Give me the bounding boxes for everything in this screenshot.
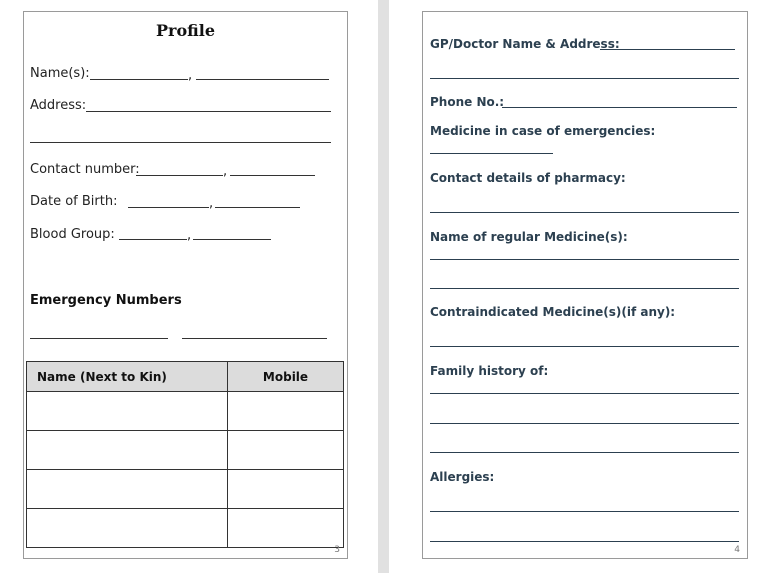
profile-page	[23, 11, 348, 559]
page-gutter	[378, 0, 389, 573]
blood-group-line-2[interactable]	[193, 239, 271, 240]
name-comma: ,	[188, 68, 193, 83]
contact-line-2[interactable]	[230, 175, 315, 176]
table-row	[27, 431, 344, 470]
family-history-label: Family history of:	[430, 364, 549, 378]
family-history-line-1[interactable]	[430, 393, 739, 394]
allergies-line-1[interactable]	[430, 511, 739, 512]
dob-line-2[interactable]	[215, 207, 300, 208]
pharmacy-label: Contact details of pharmacy:	[430, 171, 626, 185]
table-row	[27, 509, 344, 548]
column-header-mobile: Mobile	[228, 362, 344, 392]
allergies-label: Allergies:	[430, 470, 495, 484]
emergency-medicine-label: Medicine in case of emergencies:	[430, 124, 656, 138]
name-label: Name(s):	[30, 66, 90, 81]
phone-label: Phone No.:	[430, 95, 505, 109]
kin-mobile-cell[interactable]	[228, 509, 344, 548]
emergency-numbers-heading: Emergency Numbers	[30, 293, 182, 308]
name-line-2[interactable]	[196, 79, 329, 80]
table-header-row	[27, 362, 344, 392]
dob-label: Date of Birth:	[30, 194, 118, 209]
contact-label: Contact number:	[30, 162, 140, 177]
phone-line[interactable]	[502, 107, 737, 108]
contact-comma: ,	[223, 164, 228, 179]
dob-comma: ,	[209, 196, 214, 211]
kin-mobile-cell[interactable]	[228, 470, 344, 509]
kin-mobile-cell[interactable]	[228, 431, 344, 470]
regular-medicine-line-1[interactable]	[430, 259, 739, 260]
blood-group-comma: ,	[187, 228, 192, 243]
column-header-name: Name (Next to Kin)	[27, 362, 228, 392]
name-line-1[interactable]	[90, 79, 188, 80]
contraindicated-medicine-line[interactable]	[430, 346, 739, 347]
gp-doctor-label: GP/Doctor Name & Address:	[430, 37, 620, 51]
address-line-1[interactable]	[86, 111, 331, 112]
regular-medicine-line-2[interactable]	[430, 288, 739, 289]
dob-line-1[interactable]	[128, 207, 209, 208]
contact-line-1[interactable]	[136, 175, 223, 176]
kin-name-cell[interactable]	[27, 470, 228, 509]
table-row	[27, 392, 344, 431]
emergency-medicine-line[interactable]	[430, 153, 553, 154]
gp-doctor-line[interactable]	[600, 49, 735, 50]
emergency-number-line-1[interactable]	[30, 338, 168, 339]
next-of-kin-table	[26, 361, 344, 548]
kin-name-cell[interactable]	[27, 509, 228, 548]
family-history-line-3[interactable]	[430, 452, 739, 453]
kin-name-cell[interactable]	[27, 392, 228, 431]
kin-mobile-cell[interactable]	[228, 392, 344, 431]
regular-medicine-label: Name of regular Medicine(s):	[430, 230, 628, 244]
pharmacy-line[interactable]	[430, 212, 739, 213]
contraindicated-medicine-label: Contraindicated Medicine(s)(if any):	[430, 305, 676, 319]
emergency-number-line-2[interactable]	[182, 338, 327, 339]
page-title: Profile	[155, 21, 216, 40]
page-number: 4	[734, 545, 740, 555]
blood-group-line-1[interactable]	[119, 239, 187, 240]
kin-name-cell[interactable]	[27, 431, 228, 470]
address-line-2[interactable]	[30, 142, 331, 143]
page-number: 3	[334, 545, 340, 555]
medical-info-page	[422, 11, 748, 559]
allergies-line-2[interactable]	[430, 541, 739, 542]
table-row	[27, 470, 344, 509]
gp-address-line[interactable]	[430, 78, 739, 79]
blood-group-label: Blood Group:	[30, 227, 115, 242]
family-history-line-2[interactable]	[430, 423, 739, 424]
address-label: Address:	[30, 98, 87, 113]
